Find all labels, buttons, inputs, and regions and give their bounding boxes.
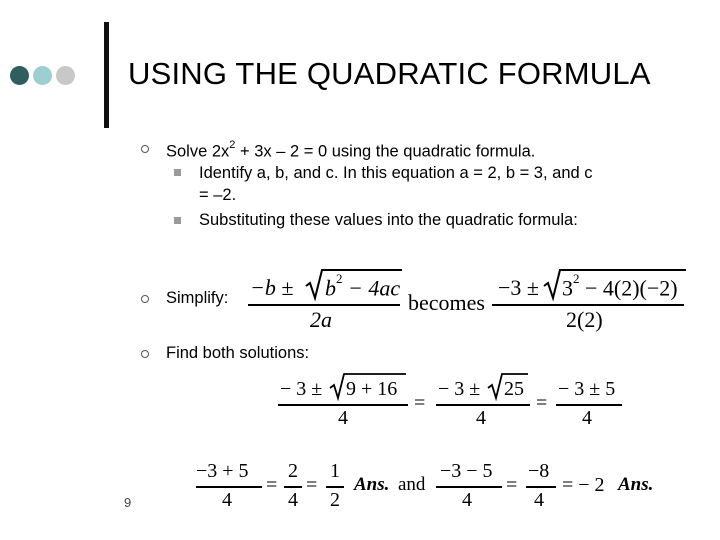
step3-numerator: − 3 ± 5 (558, 378, 616, 400)
step1-radicand: 9 + 16 (346, 378, 398, 400)
page-number: 9 (124, 495, 132, 510)
slide-title: USING THE QUADRATIC FORMULA (128, 56, 651, 91)
formula-numerator-prefix: −b ± (250, 275, 294, 300)
sub-bullet-substituting: Substituting these values into the quadratic formula: (199, 211, 578, 229)
equals-sign: = (536, 392, 548, 414)
radicand-rest: − 4ac (342, 275, 401, 301)
step1-numerator-prefix: − 3 ± (280, 378, 323, 400)
becomes-text: becomes (408, 290, 485, 315)
decorative-dots (10, 66, 75, 85)
radicand-b: b (325, 275, 336, 301)
answer2-denominator2: 4 (534, 489, 544, 511)
radicand-exponent: 2 (336, 271, 343, 286)
fraction-bar (436, 404, 530, 406)
sub-bullet-square-icon (174, 169, 181, 176)
sub-bullet-identify-line1: Identify a, b, and c. In this equation a = 2, b = 3, and c (199, 164, 593, 182)
answer1-numerator: −3 + 5 (196, 460, 249, 482)
fraction-bar (436, 486, 502, 488)
bullet-solve-rest: + 3x – 2 = 0 using the quadratic formula. (235, 142, 536, 161)
formula-denominator: 2a (310, 307, 332, 332)
answer2-numerator2: −8 (528, 460, 550, 482)
sub-bullet-identify-line2: = –2. (199, 186, 237, 204)
answer1-denominator3: 2 (330, 489, 340, 511)
step2-numerator-prefix: − 3 ± (438, 378, 481, 400)
radicand-rest: − 4(2)(−2) (579, 275, 678, 301)
final-answers (196, 458, 676, 522)
fraction-bar (278, 404, 408, 406)
fraction-bar (492, 304, 684, 306)
bullet-circle-icon (141, 350, 149, 358)
quadratic-formula-substituted (492, 262, 692, 332)
title-divider-bar (104, 22, 109, 128)
step1-denominator: 4 (338, 407, 348, 429)
solution-steps (278, 372, 638, 436)
equals-sign: = (414, 392, 426, 414)
equals-minus-two: = − 2 (562, 474, 605, 496)
dot-gray (56, 66, 75, 85)
step2-denominator: 4 (476, 407, 486, 429)
substituted-numerator-prefix: −3 ± (498, 275, 539, 300)
answer1-numerator2: 2 (288, 460, 298, 482)
bullet-circle-icon (141, 295, 149, 303)
answer2-denominator: 4 (462, 489, 472, 511)
bullet-find-solutions: Find both solutions: (166, 344, 310, 362)
quadratic-formula-general (248, 262, 408, 332)
substituted-denominator: 2(2) (566, 307, 603, 332)
bullet-circle-icon (141, 145, 149, 153)
dot-light-teal (33, 66, 52, 85)
bullet-solve-text: Solve 2x (166, 142, 230, 161)
radicand-3: 3 (562, 275, 573, 301)
bullet-solve (166, 137, 535, 162)
answer1-denominator: 4 (222, 489, 232, 511)
equals-sign: = (266, 474, 278, 496)
and-text: and (398, 474, 426, 495)
step3-denominator: 4 (582, 407, 592, 429)
equals-sign: = (306, 474, 318, 496)
step2-radicand: 25 (504, 378, 524, 400)
answer1-numerator3: 1 (330, 460, 340, 482)
fraction-bar (526, 486, 556, 488)
bullet-simplify: Simplify: (166, 289, 229, 307)
answer2-numerator: −3 − 5 (440, 460, 493, 482)
fraction-bar (326, 486, 344, 488)
answer2-label: Ans. (618, 474, 654, 495)
dot-dark-teal (10, 66, 29, 85)
equals-sign: = (506, 474, 518, 496)
sub-bullet-square-icon (174, 217, 181, 224)
answer1-label: Ans. (354, 474, 390, 495)
radicand-exponent: 2 (573, 271, 580, 286)
fraction-bar (556, 404, 622, 406)
fraction-bar (248, 304, 400, 306)
exponent: 2 (229, 139, 236, 151)
fraction-bar (196, 486, 262, 488)
fraction-bar (284, 486, 302, 488)
answer1-denominator2: 4 (288, 489, 298, 511)
